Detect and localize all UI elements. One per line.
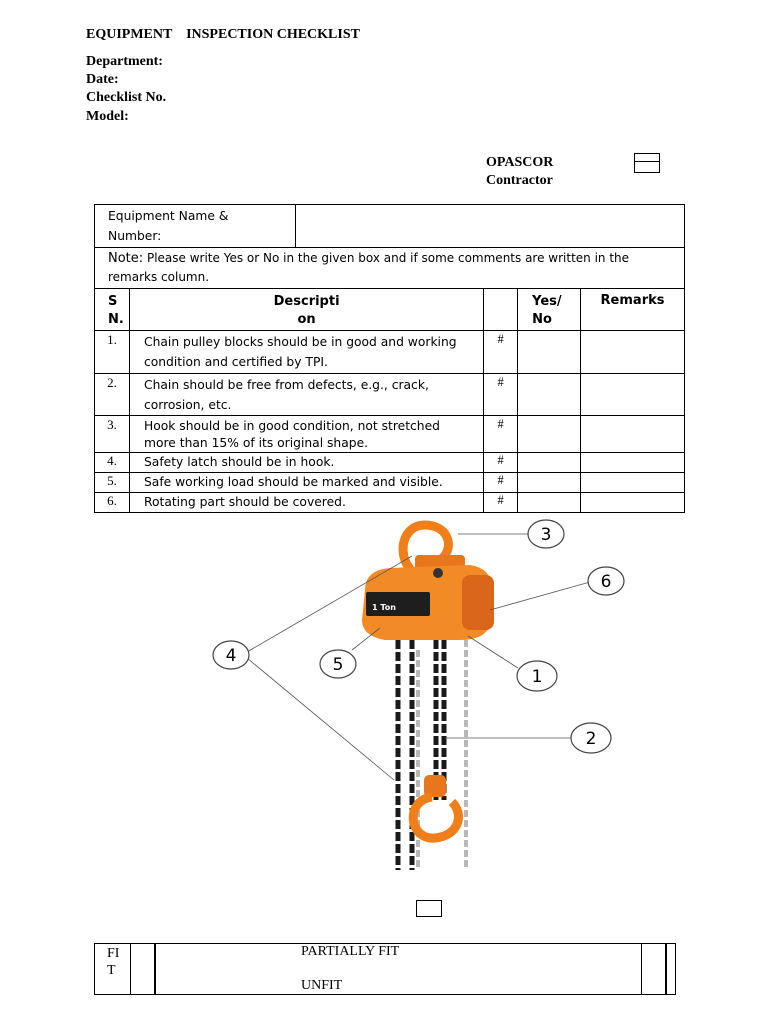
table-row: [95, 473, 685, 493]
yes-no-header: Yes/ No: [518, 289, 581, 331]
row-remarks-field[interactable]: [581, 374, 685, 416]
row-description: Safety latch should be in hook.: [129, 453, 483, 473]
callout-1: [517, 661, 557, 691]
row-yes-no-field[interactable]: [518, 493, 581, 513]
row-yes-no-field[interactable]: [518, 416, 581, 453]
fitness-status-table: [94, 943, 676, 995]
callout-2: [571, 723, 611, 753]
row-remarks-field[interactable]: [581, 493, 685, 513]
table-row: [95, 374, 685, 416]
capacity-plate: 1 Ton: [372, 603, 396, 612]
callout-6: [588, 567, 624, 595]
callout-5: [320, 650, 356, 678]
description-header: Descripti on: [129, 289, 483, 331]
row-description: Safe working load should be marked and visible.: [129, 473, 483, 493]
row-mark: #: [484, 374, 518, 416]
note-label: Note:: [108, 251, 144, 266]
note-text: Please write Yes or No in the given box and if some comments are written in the remarks column.: [108, 251, 630, 284]
partially-fit-label: PARTIALLY FIT: [301, 944, 400, 959]
load-chain-left: [398, 640, 412, 870]
table-row: [95, 331, 685, 374]
block-body: [362, 555, 494, 640]
callout-4: [213, 641, 249, 669]
inspection-table: [94, 204, 685, 513]
row-mark: #: [484, 416, 518, 453]
equipment-name-label: Equipment Name & Number:: [95, 205, 296, 248]
row-description: Hook should be in good condition, not stretched more than 15% of its original shape.: [129, 416, 483, 453]
row-yes-no-field[interactable]: [518, 331, 581, 374]
row-remarks-field[interactable]: [581, 473, 685, 493]
contractor-checkbox[interactable]: [634, 153, 660, 173]
row-description: Chain pulley blocks should be in good and working condition and certified by TPI.: [129, 331, 483, 374]
equipment-name-field[interactable]: [295, 205, 684, 248]
svg-text:4: 4: [225, 646, 237, 666]
row-description: Chain should be free from defects, e.g., crack, corrosion, etc.: [129, 374, 483, 416]
svg-text:6: 6: [600, 572, 612, 592]
row-number: 2.: [95, 374, 130, 416]
table-row: [95, 453, 685, 473]
row-number: 6.: [95, 493, 130, 513]
row-yes-no-field[interactable]: [518, 453, 581, 473]
model-label: Model:: [86, 109, 129, 124]
mark-header: [484, 289, 518, 331]
row-yes-no-field[interactable]: [518, 374, 581, 416]
date-label: Date:: [86, 72, 119, 87]
company-name: OPASCOR: [486, 155, 554, 170]
table-row: [95, 416, 685, 453]
chain-block-diagram: [200, 515, 640, 875]
document-title: EQUIPMENT INSPECTION CHECKLIST: [86, 27, 360, 42]
svg-text:1: 1: [531, 667, 543, 687]
row-mark: #: [484, 453, 518, 473]
row-number: 5.: [95, 473, 130, 493]
header-row: [95, 289, 685, 331]
unfit-label: UNFIT: [301, 978, 343, 993]
row-number: 3.: [95, 416, 130, 453]
small-checkbox[interactable]: [416, 900, 442, 917]
row-mark: #: [484, 493, 518, 513]
checklist-no-label: Checklist No.: [86, 90, 167, 105]
row-number: 1.: [95, 331, 130, 374]
row-number: 4.: [95, 453, 130, 473]
row-remarks-field[interactable]: [581, 416, 685, 453]
row-yes-no-field[interactable]: [518, 473, 581, 493]
row-mark: #: [484, 473, 518, 493]
callout-3: [528, 520, 564, 548]
table-row: [95, 493, 685, 513]
fit-label: FI T: [107, 946, 120, 978]
note-cell: [95, 248, 685, 289]
company-role: Contractor: [486, 173, 553, 188]
svg-text:3: 3: [540, 525, 552, 545]
row-mark: #: [484, 331, 518, 374]
department-label: Department:: [86, 54, 163, 69]
svg-text:5: 5: [332, 655, 344, 675]
row-remarks-field[interactable]: [581, 453, 685, 473]
remarks-header: Remarks: [581, 289, 685, 331]
row-description: Rotating part should be covered.: [129, 493, 483, 513]
svg-text:2: 2: [585, 729, 597, 749]
sn-header: S N.: [95, 289, 130, 331]
row-remarks-field[interactable]: [581, 331, 685, 374]
